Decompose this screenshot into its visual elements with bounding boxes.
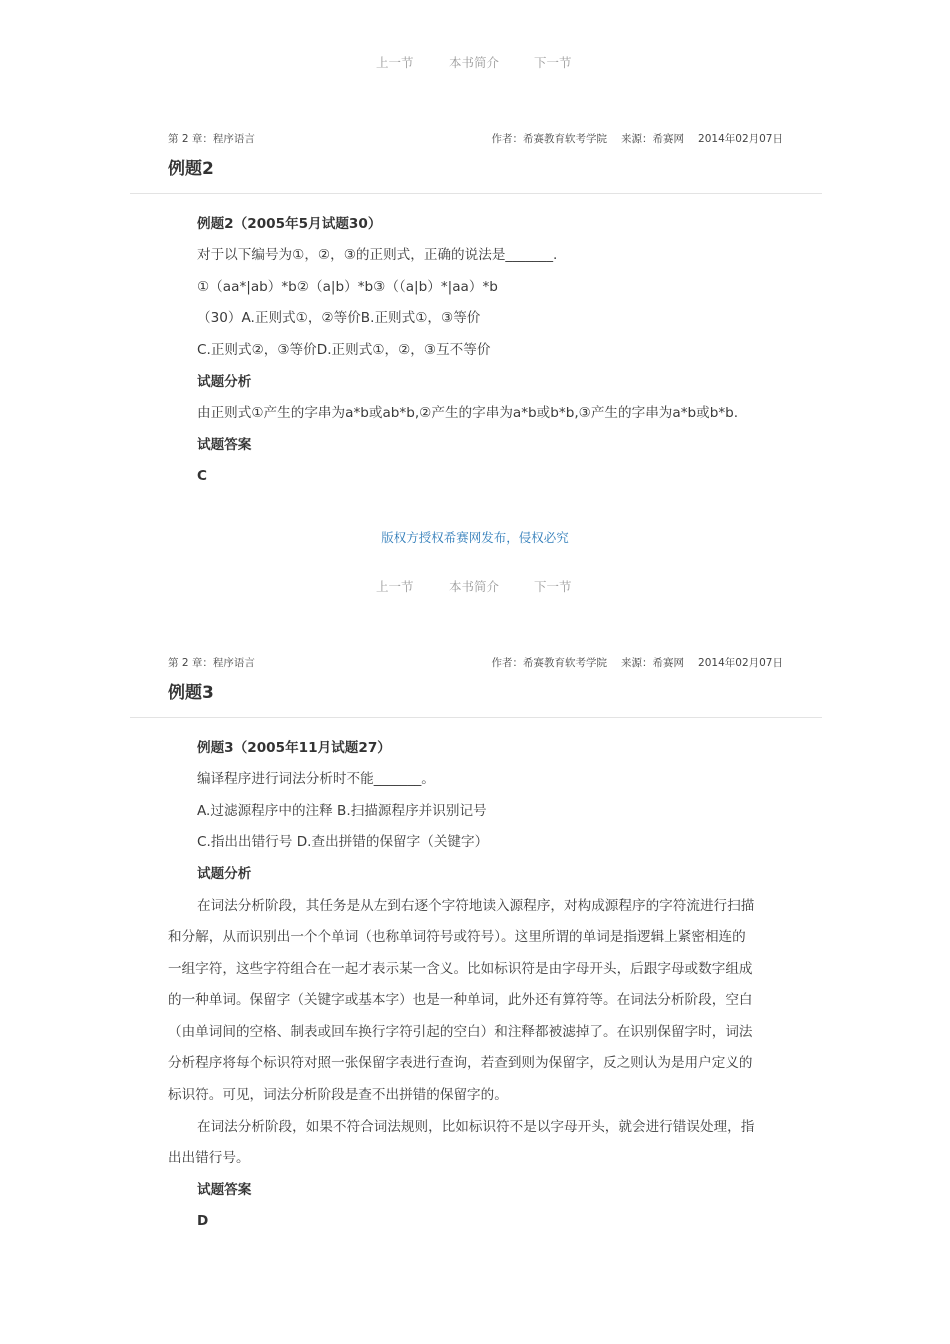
analysis-line: 的一种单词。保留字（关键字或基本字）也是一种单词，此外还有算符等。在词法分析阶段，空白 (168, 992, 753, 1008)
article-meta (492, 131, 783, 146)
divider (130, 193, 822, 194)
next-section-link[interactable]: 下一节 (534, 579, 572, 594)
page-title: 例题3 (168, 683, 214, 703)
analysis-line: 在词法分析阶段，其任务是从左到右逐个字符地读入源程序，对构成源程序的字符流进行扫描 (197, 898, 755, 914)
analysis-line: 在词法分析阶段，如果不符合词法规则，比如标识符不是以字母开头，就会进行错误处理，指 (197, 1119, 755, 1135)
question-line: C.正则式②，③等价D.正则式①，②，③互不等价 (197, 342, 491, 358)
next-section-link[interactable]: 下一节 (534, 55, 572, 70)
analysis-line: 出出错行号。 (168, 1150, 250, 1166)
analysis-line: 和分解，从而识别出一个个单词（也称单词符号或符号）。这里所谓的单词是指逻辑上紧密相连的 (168, 929, 746, 945)
chapter-label: 第 2 章：程序语言 (168, 657, 255, 669)
page-title: 例题2 (168, 159, 214, 179)
analysis-line: 标识符。可见，词法分析阶段是查不出拼错的保留字的。 (168, 1087, 508, 1103)
book-intro-link[interactable]: 本书简介 (449, 579, 500, 594)
question-heading: 例题3（2005年11月试题27） (197, 740, 391, 756)
book-intro-link[interactable]: 本书简介 (449, 55, 500, 70)
answer-heading: 试题答案 (197, 437, 252, 453)
source-label: 来源：希赛网 (621, 133, 685, 145)
analysis-line: 由正则式①产生的字串为a*b或ab*b,②产生的字串为a*b或b*b,③产生的字串为a*b或b*b. (197, 405, 739, 421)
source-label: 来源：希赛网 (621, 657, 685, 669)
answer-value: D (197, 1213, 209, 1229)
bottom-nav (0, 577, 950, 597)
question-line: 编译程序进行词法分析时不能_______。 (197, 771, 435, 787)
question-line: ①（aa*|ab）*b②（a|b）*b③（（a|b）*|aa）*b (197, 279, 498, 295)
question-heading: 例题2（2005年5月试题30） (197, 216, 382, 232)
author-label: 作者：希赛教育软考学院 (491, 657, 608, 669)
author-label: 作者：希赛教育软考学院 (491, 133, 608, 145)
prev-section-link[interactable]: 上一节 (376, 579, 414, 594)
analysis-line: （由单词间的空格、制表或回车换行字符引起的空白）和注释都被滤掉了。在识别保留字时，词法 (168, 1024, 753, 1040)
analysis-heading: 试题分析 (197, 866, 252, 882)
prev-section-link[interactable]: 上一节 (376, 55, 414, 70)
top-nav (0, 53, 950, 73)
date-label: 2014年02月07日 (698, 133, 783, 145)
question-line: A.过滤源程序中的注释 B.扫描源程序并识别记号 (197, 803, 487, 819)
question-line: C.指出出错行号 D.查出拼错的保留字（关键字） (197, 834, 489, 850)
question-line: 对于以下编号为①，②，③的正则式，正确的说法是_______. (197, 247, 558, 263)
answer-heading: 试题答案 (197, 1182, 252, 1198)
article-meta (492, 655, 783, 670)
divider (130, 717, 822, 718)
chapter-label: 第 2 章：程序语言 (168, 133, 255, 145)
analysis-heading: 试题分析 (197, 374, 252, 390)
answer-value: C (197, 468, 207, 484)
analysis-line: 分析程序将每个标识符对照一张保留字表进行查询，若查到则为保留字，反之则认为是用户定义的 (168, 1055, 753, 1071)
analysis-line: 一组字符，这些字符组合在一起才表示某一含义。比如标识符是由字母开头，后跟字母或数字组成 (168, 961, 753, 977)
question-line: （30）A.正则式①，②等价B.正则式①，③等价 (197, 310, 481, 326)
date-label: 2014年02月07日 (698, 657, 783, 669)
copyright-notice: 版权方授权希赛网发布，侵权必究 (381, 530, 569, 545)
